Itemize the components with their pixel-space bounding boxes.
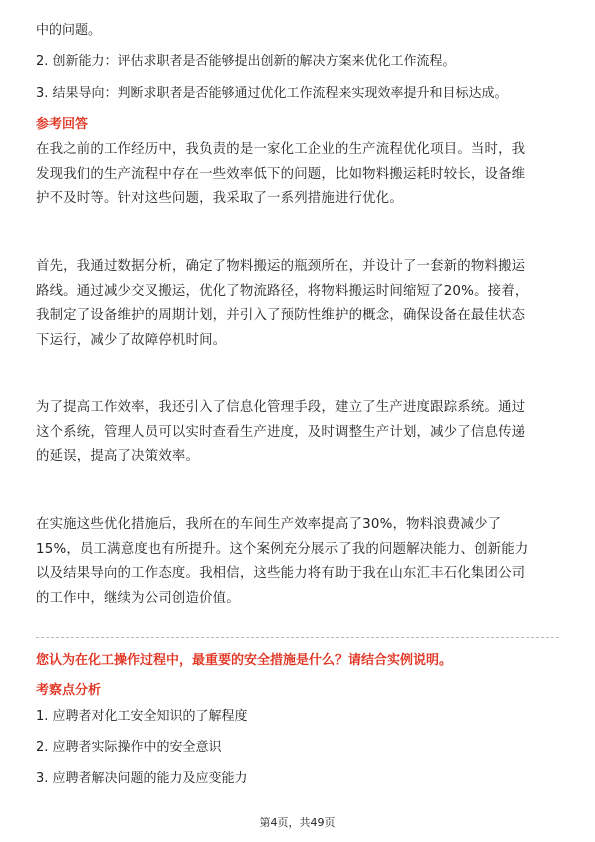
answer-heading: 参考回答 [36,117,89,132]
interview-question: 您认为在化工操作过程中，最重要的安全措施是什么？请结合实例说明。 [36,653,453,668]
paragraph-line: 首先，我通过数据分析，确定了物料搬运的瓶颈所在，并设计了一套新的物料搬运 [36,259,526,274]
paragraph-line: 的工作中，继续为公司创造价值。 [36,590,240,606]
criteria-item-innovation: 2. 创新能力：评估求职者是否能够提出创新的解决方案来优化工作流程。 [36,54,456,69]
page-number: 第4页，共49页 [259,816,336,829]
paragraph-line: 以及结果导向的工作态度。我相信，这些能力将有助于我在山东汇丰石化集团公司 [36,566,526,581]
analysis-heading: 考察点分析 [36,683,102,698]
paragraph-line: 护不及时等。针对这些问题，我采取了一系列措施进行优化。 [36,191,403,206]
section-divider [36,637,559,638]
paragraph-line: 下运行，减少了故障停机时间。 [36,332,227,348]
analysis-item: 3. 应聘者解决问题的能力及应变能力 [36,771,248,786]
answer-paragraph-4 [36,513,528,611]
paragraph-line: 15%，员工满意度也有所提升。这个案例充分展示了我的问题解决能力、创新能力 [36,541,529,557]
paragraph-line: 这个系统，管理人员可以实时查看生产进度，及时调整生产计划，减少了信息传递 [36,424,526,440]
criteria-item-results: 3. 结果导向：判断求职者是否能够通过优化工作流程来实现效率提升和目标达成。 [36,86,508,101]
paragraph-line: 为了提高工作效率，我还引入了信息化管理手段，建立了生产进度跟踪系统。通过 [36,400,526,415]
answer-paragraph-2 [36,255,528,353]
paragraph-line: 路线。通过减少交叉搬运，优化了物流路径，将物料搬运时间缩短了20%。接着， [36,283,529,299]
answer-paragraph-3 [36,396,525,470]
answer-paragraph-1 [36,138,525,212]
paragraph-line: 的延误，提高了决策效率。 [36,449,200,464]
paragraph-line: 在我之前的工作经历中，我负责的是一家化工企业的生产流程优化项目。当时，我 [36,142,526,157]
analysis-item: 1. 应聘者对化工安全知识的了解程度 [36,709,248,724]
analysis-item: 2. 应聘者实际操作中的安全意识 [36,740,222,755]
paragraph-line: 发现我们的生产流程中存在一些效率低下的问题，比如物料搬运耗时较长，设备维 [36,166,526,182]
continued-text-line: 中的问题。 [36,23,102,38]
paragraph-line: 我制定了设备维护的周期计划，并引入了预防性维护的概念，确保设备在最佳状态 [36,308,526,323]
paragraph-line: 在实施这些优化措施后，我所在的车间生产效率提高了30%，物料浪费减少了 [36,517,502,532]
